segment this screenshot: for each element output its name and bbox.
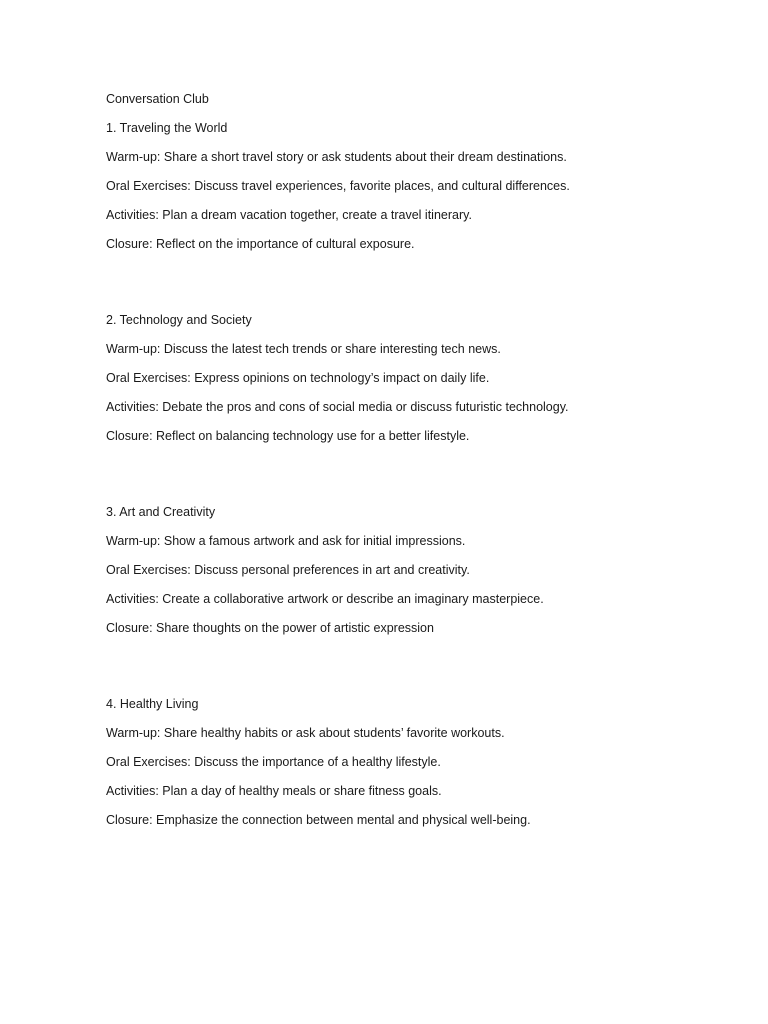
section-heading: 1. Traveling the World	[106, 121, 228, 135]
activities-text: Activities: Debate the pros and cons of social media or discuss futuristic technology.	[106, 400, 569, 414]
activities-text: Activities: Plan a dream vacation together, create a travel itinerary.	[106, 208, 472, 222]
activities-text: Activities: Plan a day of healthy meals or share fitness goals.	[106, 784, 442, 798]
oral-exercises-text: Oral Exercises: Discuss travel experiences, favorite places, and cultural differences.	[106, 179, 570, 193]
closure-text: Closure: Reflect on balancing technology use for a better lifestyle.	[106, 429, 470, 443]
warmup-text: Warm-up: Discuss the latest tech trends or share interesting tech news.	[106, 342, 501, 356]
document-title: Conversation Club	[106, 92, 209, 106]
warmup-text: Warm-up: Share a short travel story or ask students about their dream destinations.	[106, 150, 567, 164]
document-body	[106, 90, 726, 840]
oral-exercises-text: Oral Exercises: Discuss personal preferences in art and creativity.	[106, 563, 470, 577]
section-art-and-creativity	[106, 503, 726, 637]
oral-exercises-text: Oral Exercises: Express opinions on technology’s impact on daily life.	[106, 371, 490, 385]
warmup-text: Warm-up: Show a famous artwork and ask for initial impressions.	[106, 534, 466, 548]
section-technology-and-society	[106, 311, 726, 445]
section-heading: 3. Art and Creativity	[106, 505, 216, 519]
activities-text: Activities: Create a collaborative artwork or describe an imaginary masterpiece.	[106, 592, 544, 606]
section-traveling-the-world	[106, 119, 726, 253]
section-heading: 2. Technology and Society	[106, 313, 252, 327]
section-healthy-living	[106, 695, 726, 829]
closure-text: Closure: Emphasize the connection between mental and physical well-being.	[106, 813, 531, 827]
closure-text: Closure: Reflect on the importance of cultural exposure.	[106, 237, 415, 251]
warmup-text: Warm-up: Share healthy habits or ask about students’ favorite workouts.	[106, 726, 505, 740]
section-heading: 4. Healthy Living	[106, 697, 199, 711]
oral-exercises-text: Oral Exercises: Discuss the importance of a healthy lifestyle.	[106, 755, 441, 769]
closure-text: Closure: Share thoughts on the power of artistic expression	[106, 621, 434, 635]
